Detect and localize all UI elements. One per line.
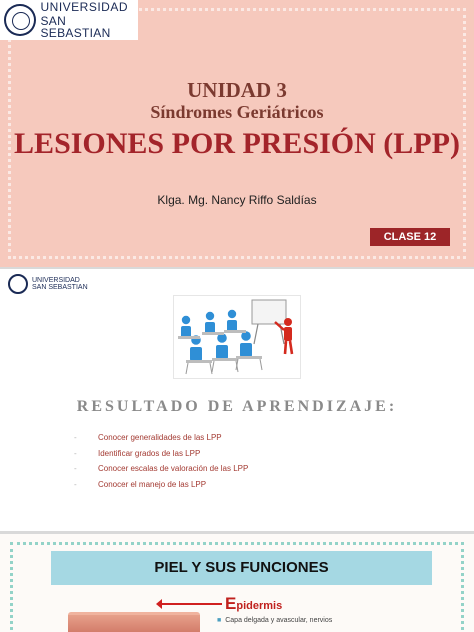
bullet-dash: - [74,479,77,489]
arrow-left-icon [160,603,222,605]
bullet-dash: - [74,464,77,474]
classroom-teacher-icon [173,295,301,379]
logo-line-2: SAN SEBASTIAN [32,284,88,291]
learning-outcome-slide [0,269,474,531]
university-logo [0,0,138,40]
university-seal-icon [4,4,36,36]
square-bullet-icon: ■ [217,617,222,624]
epidermis-label: Epidermis [225,594,283,613]
list-item: - Conocer el manejo de las LPP [74,479,207,489]
author-name: Klga. Mg. Nancy Riffo Saldías [157,193,317,207]
bullet-dash: - [74,433,77,443]
list-item: - Identificar grados de las LPP [74,448,201,458]
learning-outcome-list [74,430,248,492]
class-badge: CLASE 12 [370,228,450,246]
title-slide [0,0,474,267]
university-seal-icon [8,274,28,294]
skin-layer-illustration [68,612,200,632]
section-banner: PIEL Y SUS FUNCIONES [51,551,432,585]
unit-heading: UNIDAD 3 [187,78,287,102]
slide-title: LESIONES POR PRESIÓN (LPP) [14,127,460,160]
logo-line-1: UNIVERSIDAD [32,276,80,284]
list-item: - Conocer escalas de valoración de las LPP [74,464,249,474]
university-logo-small [8,274,88,294]
bullet-dash: - [74,448,77,458]
skin-functions-slide [0,534,474,632]
epidermis-bullet: ■ Capa delgada y avascular, nervios [217,617,333,624]
logo-line-1: UNIVERSIDAD [40,0,129,14]
learning-outcome-heading: RESULTADO DE APRENDIZAJE: [76,398,398,415]
list-item: - Conocer generalidades de las LPP [74,433,222,443]
logo-line-2: SAN SEBASTIAN [40,14,111,40]
unit-subtitle: Síndromes Geriátricos [150,102,324,122]
